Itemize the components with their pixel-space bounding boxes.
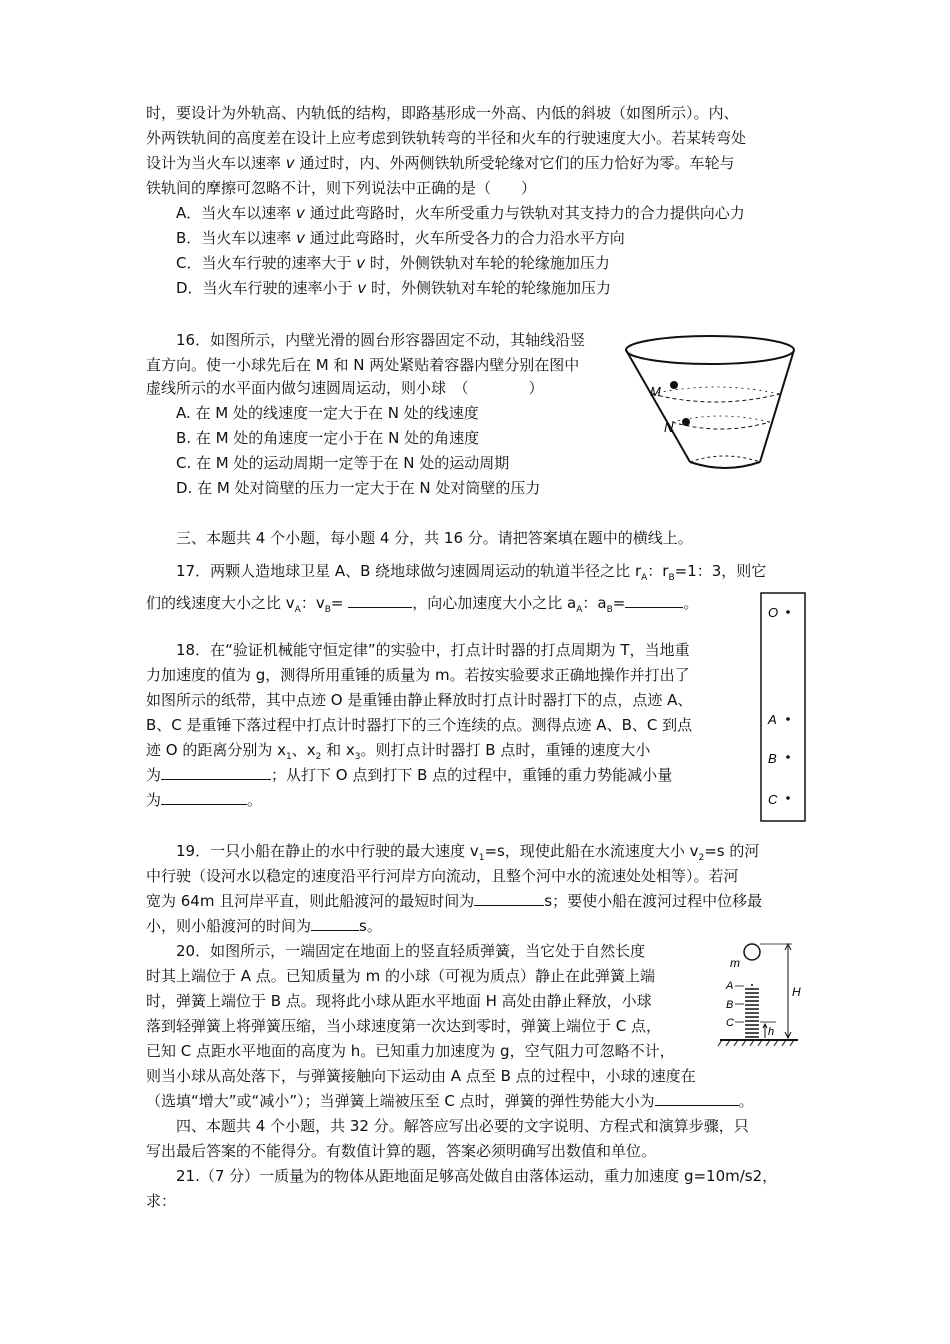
text: 小，则小船渡河的时间为 bbox=[146, 917, 312, 935]
text: ：v bbox=[300, 594, 325, 612]
text: B．当火车以速率 bbox=[176, 229, 297, 247]
q15-option-a bbox=[176, 203, 745, 223]
text: 为 bbox=[146, 766, 162, 784]
label-m: M bbox=[650, 384, 661, 399]
text: 迹 O 的距离分别为 x bbox=[146, 741, 286, 759]
text: ，向心加速度大小之比 a bbox=[412, 594, 577, 612]
label-m: m bbox=[730, 956, 740, 970]
text: 。 bbox=[683, 594, 699, 612]
label-n: N bbox=[664, 420, 674, 435]
tape-dot-c bbox=[786, 796, 790, 800]
text: （选填“增大”或“减小”）；当弹簧上端被压至 C 点时，弹簧的弹性势能大小为 bbox=[146, 1092, 655, 1110]
q21-line-2: 求： bbox=[146, 1192, 177, 1210]
text: 通过时，内、外两侧铁轨所受轮缘对它们的压力恰好为零。车轮与 bbox=[294, 154, 735, 172]
answer-blank[interactable] bbox=[474, 891, 544, 906]
q15-option-d bbox=[176, 278, 611, 298]
tape-dot-a bbox=[786, 717, 790, 721]
var-v: v bbox=[296, 229, 305, 247]
q18-line-5 bbox=[146, 740, 650, 767]
answer-blank[interactable] bbox=[655, 1091, 739, 1106]
section-4-heading-1: 四、本题共 4 个小题，共 32 分。解答应写出必要的文字说明、方程式和演算步骤，只 bbox=[176, 1117, 749, 1135]
answer-blank[interactable] bbox=[348, 593, 412, 608]
sub: A bbox=[576, 605, 583, 615]
text: 和 x bbox=[321, 741, 355, 759]
q18-line-4: B、C 是重锤下落过程中打点计时器打下的三个连续的点。测得点迹 A、B、C 到点 bbox=[146, 716, 693, 734]
q18-line-2: 力加速度的值为 g，测得所用重锤的质量为 m。若按实验要求正确地操作并打出了 bbox=[146, 666, 690, 684]
spring-icon bbox=[745, 984, 759, 1037]
container-right-wall bbox=[760, 350, 794, 462]
ball-n bbox=[682, 418, 690, 426]
q19-line-3 bbox=[146, 891, 762, 911]
spring-ball-figure bbox=[712, 940, 802, 1052]
answer-blank[interactable] bbox=[311, 916, 359, 931]
var-v: v bbox=[296, 204, 305, 222]
q19-line-4 bbox=[146, 916, 382, 936]
q16-option-d: D. 在 M 处对筒壁的压力一定大于在 N 处对筒壁的压力 bbox=[176, 479, 541, 497]
text: ：a bbox=[582, 594, 607, 612]
q18-line-6 bbox=[146, 765, 672, 785]
text: = bbox=[330, 594, 344, 612]
sub: 3 bbox=[354, 752, 361, 762]
answer-blank[interactable] bbox=[625, 593, 683, 608]
text: 宽为 64m 且河岸平直，则此船渡河的最短时间为 bbox=[146, 892, 475, 910]
label-h: h bbox=[768, 1026, 775, 1038]
sub: A bbox=[641, 573, 648, 583]
q17-line-1 bbox=[176, 561, 766, 588]
ball-m bbox=[670, 381, 678, 389]
q19-line-1 bbox=[176, 841, 759, 868]
text: ：r bbox=[647, 562, 669, 580]
sub: B bbox=[324, 605, 331, 615]
var-v: v bbox=[285, 154, 295, 172]
q19-line-2: 中行驶（设河水以稳定的速度沿平行河岸方向流动，且整个河中水的流速处处相等）。若河 bbox=[146, 867, 739, 885]
sub: 1 bbox=[478, 853, 485, 863]
text: = bbox=[612, 594, 626, 612]
q15-line-3 bbox=[146, 153, 734, 173]
tape-label-b: B bbox=[768, 751, 777, 766]
container-rim bbox=[626, 336, 794, 364]
tape-label-o: O bbox=[768, 605, 779, 620]
text: 通过此弯路时，火车所受各力的合力沿水平方向 bbox=[304, 229, 625, 247]
q16-option-b: B. 在 M 处的角速度一定小于在 N 处的角速度 bbox=[176, 429, 480, 447]
q15-option-c bbox=[176, 253, 610, 273]
text: s。 bbox=[359, 917, 382, 935]
q20-line-1: 20．如图所示，一端固定在地面上的竖直轻质弹簧，当它处于自然长度 bbox=[176, 942, 646, 960]
orbit-m-back bbox=[652, 387, 780, 394]
text: D．当火车行驶的速率小于 bbox=[176, 279, 358, 297]
label-H: H bbox=[792, 985, 801, 999]
cone-container-figure bbox=[620, 322, 800, 502]
var-v: v bbox=[357, 279, 367, 297]
text: A．当火车以速率 bbox=[176, 204, 297, 222]
sub: 2 bbox=[315, 752, 322, 762]
text: 19．一只小船在静止的水中行驶的最大速度 v bbox=[176, 842, 479, 860]
q20-line-5: 已知 C 点距水平地面的高度为 h。已知重力加速度为 g，空气阻力可忽略不计， bbox=[146, 1042, 675, 1060]
text: 。 bbox=[247, 791, 263, 809]
text: 。则打点计时器打 B 点时，重锤的速度大小 bbox=[360, 741, 651, 759]
answer-blank[interactable] bbox=[161, 790, 247, 805]
q16-option-c: C. 在 M 处的运动周期一定等于在 N 处的运动周期 bbox=[176, 454, 510, 472]
text: 。 bbox=[738, 1092, 754, 1110]
q20-line-3: 时，弹簧上端位于 B 点。现将此小球从距水平地面 H 高处由静止释放，小球 bbox=[146, 992, 652, 1010]
tape-label-a: A bbox=[768, 712, 777, 727]
tape-dot-o bbox=[786, 610, 790, 614]
text: 们的线速度大小之比 v bbox=[146, 594, 295, 612]
q16-option-a: A. 在 M 处的线速度一定大于在 N 处的线速度 bbox=[176, 404, 479, 422]
label-c: C bbox=[726, 1017, 734, 1029]
q15-line-1: 时，要设计为外轨高、内轨低的结构，即路基形成一外高、内低的斜坡（如图所示）。内、 bbox=[146, 104, 739, 122]
text: 设计为当火车以速率 bbox=[146, 154, 286, 172]
q18-line-7 bbox=[146, 790, 262, 810]
text: 时，外侧铁轨对车轮的轮缘施加压力 bbox=[366, 279, 611, 297]
answer-blank[interactable] bbox=[161, 765, 271, 780]
text: =s，现使此船在水流速度大小 v bbox=[484, 842, 699, 860]
container-left-wall bbox=[626, 350, 690, 462]
q16-line-3: 虚线所示的水平面内做匀速圆周运动，则小球 （ ） bbox=[146, 379, 544, 397]
sub: B bbox=[668, 573, 675, 583]
section-4-heading-2: 写出最后答案的不能得分。有数值计算的题，答案必须明确写出数值和单位。 bbox=[146, 1142, 657, 1160]
q17-line-2 bbox=[146, 593, 698, 620]
q21-line-1: 21.（7 分）一质量为的物体从距地面足够高处做自由落体运动，重力加速度 g=10m/s2， bbox=[176, 1167, 778, 1185]
sub: 1 bbox=[286, 752, 292, 762]
q20-line-6: 则当小球从高处落下，与弹簧接触向下运动由 A 点至 B 点的过程中，小球的速度在 bbox=[146, 1067, 696, 1085]
container-bottom bbox=[690, 462, 760, 468]
q15-option-b bbox=[176, 228, 625, 248]
q20-line-4: 落到轻弹簧上将弹簧压缩，当小球速度第一次达到零时，弹簧上端位于 C 点， bbox=[146, 1017, 662, 1035]
tape-dot-b bbox=[786, 755, 790, 759]
sub: 2 bbox=[698, 853, 705, 863]
text: 、x bbox=[291, 741, 316, 759]
ball-icon bbox=[744, 944, 760, 960]
text: 为 bbox=[146, 791, 162, 809]
q15-line-2: 外两铁轨间的高度差在设计上应考虑到铁轨转弯的半径和火车的行驶速度大小。若某转弯处 bbox=[146, 129, 747, 147]
text: =1：3，则它 bbox=[674, 562, 767, 580]
label-a: A bbox=[726, 980, 734, 992]
text: =s 的河 bbox=[704, 842, 760, 860]
q20-line-2: 时其上端位于 A 点。已知质量为 m 的小球（可视为质点）静止在此弹簧上端 bbox=[146, 967, 655, 985]
text: ；从打下 O 点到打下 B 点的过程中，重锤的重力势能减小量 bbox=[271, 766, 673, 784]
text: 时，外侧铁轨对车轮的轮缘施加压力 bbox=[365, 254, 610, 272]
var-v: v bbox=[356, 254, 366, 272]
text: 通过此弯路时，火车所受重力与铁轨对其支持力的合力提供向心力 bbox=[304, 204, 745, 222]
container-bottom-back bbox=[690, 456, 760, 462]
paper-tape-figure bbox=[760, 592, 810, 824]
section-3-heading: 三、本题共 4 个小题，每小题 4 分，共 16 分。请把答案填在题中的横线上。 bbox=[176, 529, 693, 547]
sub: B bbox=[606, 605, 613, 615]
tape-label-c: C bbox=[768, 792, 778, 807]
q18-line-3: 如图所示的纸带，其中点迹 O 是重锤由静止释放时打点计时器打下的点，点迹 A、 bbox=[146, 691, 693, 709]
q16-line-1: 16．如图所示，内壁光滑的圆台形容器固定不动，其轴线沿竖 bbox=[176, 331, 586, 349]
text: s；要使小船在渡河过程中位移最 bbox=[544, 892, 763, 910]
q20-line-7 bbox=[146, 1091, 754, 1111]
label-b: B bbox=[726, 999, 734, 1011]
orbit-m bbox=[652, 394, 780, 402]
paper-tape bbox=[761, 593, 805, 821]
q18-line-1: 18．在“验证机械能守恒定律”的实验中，打点计时器的打点周期为 T，当地重 bbox=[176, 641, 690, 659]
q15-line-4: 铁轨间的摩擦可忽略不计，则下列说法中正确的是（ ） bbox=[146, 179, 537, 197]
q16-line-2: 直方向。使一小球先后在 M 和 N 两处紧贴着容器内壁分别在图中 bbox=[146, 356, 580, 374]
text: C．当火车行驶的速率大于 bbox=[176, 254, 357, 272]
text: 17．两颗人造地球卫星 A、B 绕地球做匀速圆周运动的轨道半径之比 r bbox=[176, 562, 642, 580]
sub: A bbox=[294, 605, 301, 615]
